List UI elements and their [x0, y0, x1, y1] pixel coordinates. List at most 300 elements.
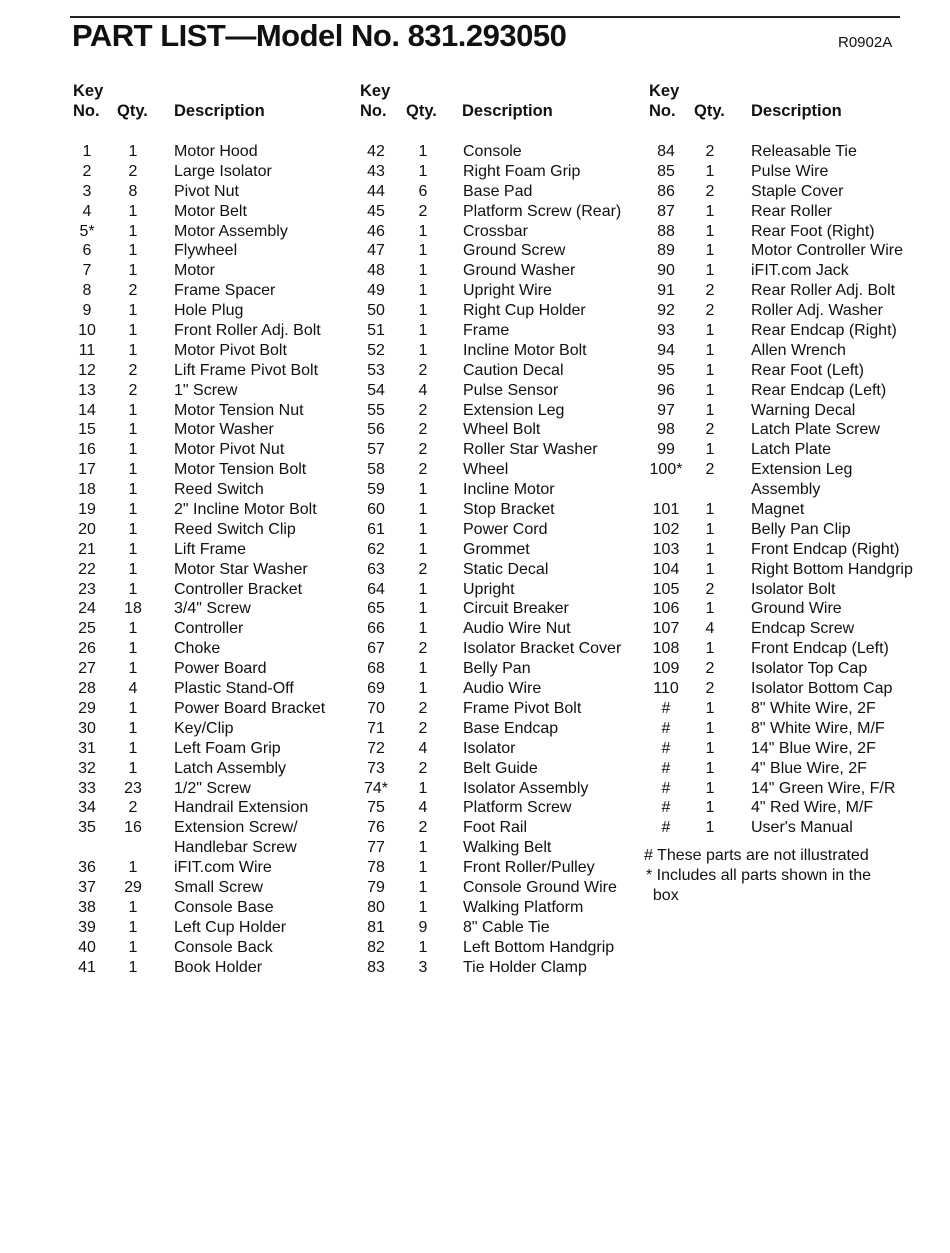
part-key: 73 — [367, 759, 385, 777]
part-key: 74* — [363, 779, 389, 797]
part-qty: 1 — [128, 302, 138, 320]
part-description: Front Endcap (Left) — [751, 640, 889, 658]
part-qty: 2 — [418, 719, 428, 737]
part-row — [644, 599, 924, 619]
part-key: 54 — [367, 381, 385, 399]
header-no: No. — [73, 102, 100, 120]
part-row — [356, 321, 640, 341]
part-qty: 1 — [705, 719, 715, 737]
part-key: 98 — [657, 421, 675, 439]
part-row — [70, 798, 355, 818]
part-description: Front Roller Adj. Bolt — [174, 322, 321, 340]
part-description: Flywheel — [174, 242, 238, 260]
part-row — [644, 381, 924, 401]
part-description: Left Cup Holder — [174, 918, 287, 936]
part-description: Front Endcap (Right) — [751, 540, 900, 558]
part-qty: 2 — [705, 302, 715, 320]
part-row — [644, 460, 924, 480]
header-qty: Qty. — [117, 102, 148, 120]
part-qty: 1 — [705, 501, 715, 519]
part-description: Frame Spacer — [174, 282, 276, 300]
footnote-not-illustrated: # These parts are not illustrated — [644, 847, 869, 865]
part-row — [356, 679, 640, 699]
part-row — [356, 480, 640, 500]
part-row — [70, 818, 355, 838]
part-description: Isolator Bracket Cover — [463, 640, 622, 658]
part-key: 100* — [649, 461, 683, 479]
part-qty: 18 — [124, 600, 142, 618]
part-qty: 2 — [418, 421, 428, 439]
part-row — [356, 639, 640, 659]
part-description: Lift Frame Pivot Bolt — [174, 361, 319, 379]
part-description: Motor — [174, 262, 215, 280]
header-key: Key — [73, 82, 104, 100]
part-row — [356, 759, 640, 779]
part-row — [70, 261, 355, 281]
part-key: 13 — [78, 381, 96, 399]
footnote-includes-parts-cont: box — [644, 887, 679, 905]
part-row — [356, 699, 640, 719]
part-row — [70, 938, 355, 958]
header-description: Description — [174, 102, 265, 120]
part-key: 106 — [652, 600, 680, 618]
part-row — [356, 281, 640, 301]
part-description: 14" Blue Wire, 2F — [751, 739, 876, 757]
part-row — [70, 520, 355, 540]
part-description: 3/4" Screw — [174, 600, 251, 618]
part-row — [644, 759, 924, 779]
part-row — [356, 440, 640, 460]
part-qty: 1 — [128, 322, 138, 340]
part-row — [70, 779, 355, 799]
part-key: 58 — [367, 461, 385, 479]
part-qty: 1 — [705, 779, 715, 797]
part-key: 99 — [657, 441, 675, 459]
part-qty: 1 — [128, 918, 138, 936]
part-key: 45 — [367, 202, 385, 220]
part-key: 61 — [367, 520, 385, 538]
part-description: Rear Foot (Left) — [751, 361, 864, 379]
part-description: Base Endcap — [463, 719, 559, 737]
part-description: Console Back — [174, 938, 273, 956]
part-qty: 2 — [418, 819, 428, 837]
part-qty: 2 — [705, 680, 715, 698]
part-description: 2" Incline Motor Bolt — [174, 501, 317, 519]
part-key: 7 — [82, 262, 92, 280]
part-row — [644, 779, 924, 799]
part-qty: 4 — [418, 799, 428, 817]
header-description: Description — [751, 102, 842, 120]
part-key: 38 — [78, 898, 96, 916]
part-qty: 2 — [418, 640, 428, 658]
part-key: 36 — [78, 859, 96, 877]
part-qty: 1 — [418, 620, 428, 638]
part-qty: 1 — [418, 302, 428, 320]
header-key: Key — [360, 82, 391, 100]
part-description: Isolator Bolt — [751, 580, 836, 598]
part-key: 95 — [657, 361, 675, 379]
part-qty: 4 — [705, 620, 715, 638]
part-description: Handlebar Screw — [174, 839, 297, 857]
part-qty: 1 — [418, 520, 428, 538]
column-header — [644, 80, 924, 142]
part-description: Tie Holder Clamp — [463, 958, 587, 976]
part-description: Incline Motor Bolt — [463, 341, 587, 359]
part-row — [70, 202, 355, 222]
part-key: # — [661, 759, 671, 777]
part-row — [70, 699, 355, 719]
part-description: Rear Endcap (Right) — [751, 322, 897, 340]
header-no: No. — [360, 102, 387, 120]
part-key: 85 — [657, 162, 675, 180]
part-key: 16 — [78, 441, 96, 459]
part-qty: 1 — [705, 381, 715, 399]
part-key: 66 — [367, 620, 385, 638]
part-row — [70, 401, 355, 421]
part-key: 32 — [78, 759, 96, 777]
part-qty: 1 — [128, 560, 138, 578]
part-qty: 1 — [128, 898, 138, 916]
part-description: 4" Blue Wire, 2F — [751, 759, 867, 777]
part-key: 62 — [367, 540, 385, 558]
part-row — [644, 182, 924, 202]
part-description: Right Foam Grip — [463, 162, 581, 180]
part-key: 80 — [367, 898, 385, 916]
part-description: Left Bottom Handgrip — [463, 938, 615, 956]
part-row — [356, 719, 640, 739]
part-key: 90 — [657, 262, 675, 280]
part-description: Upright Wire — [463, 282, 552, 300]
part-description: Roller Adj. Washer — [751, 302, 883, 320]
part-row — [70, 361, 355, 381]
part-qty: 2 — [418, 759, 428, 777]
part-description: Belly Pan Clip — [751, 520, 851, 538]
part-key: 9 — [82, 302, 92, 320]
part-description: Crossbar — [463, 222, 528, 240]
part-qty: 1 — [705, 222, 715, 240]
part-description: 4" Red Wire, M/F — [751, 799, 874, 817]
part-key: 87 — [657, 202, 675, 220]
part-key: 2 — [82, 162, 92, 180]
part-qty: 1 — [128, 719, 138, 737]
part-key: 103 — [652, 540, 680, 558]
part-row — [644, 281, 924, 301]
part-qty: 1 — [128, 222, 138, 240]
part-description: Upright — [463, 580, 515, 598]
part-row — [70, 440, 355, 460]
part-row — [70, 719, 355, 739]
header-qty: Qty. — [694, 102, 725, 120]
part-key: 107 — [652, 620, 680, 638]
part-row — [644, 699, 924, 719]
part-row — [70, 580, 355, 600]
part-description: Large Isolator — [174, 162, 272, 180]
part-row — [644, 520, 924, 540]
part-key: 51 — [367, 322, 385, 340]
part-row — [356, 958, 640, 978]
part-description: Circuit Breaker — [463, 600, 569, 618]
part-key: 82 — [367, 938, 385, 956]
part-description: User's Manual — [751, 819, 853, 837]
part-row — [356, 619, 640, 639]
part-qty: 1 — [418, 501, 428, 519]
header-no: No. — [649, 102, 676, 120]
part-row — [644, 580, 924, 600]
part-key: 53 — [367, 361, 385, 379]
part-description: Releasable Tie — [751, 143, 857, 160]
part-qty: 1 — [418, 481, 428, 499]
part-row — [70, 619, 355, 639]
part-description: Latch Assembly — [174, 759, 287, 777]
part-key: 41 — [78, 958, 96, 976]
part-description: Ground Washer — [463, 262, 576, 280]
part-key: 50 — [367, 302, 385, 320]
part-qty: 1 — [705, 202, 715, 220]
part-key: 65 — [367, 600, 385, 618]
part-row — [644, 341, 924, 361]
part-description: Reed Switch Clip — [174, 520, 296, 538]
part-row — [356, 659, 640, 679]
part-description: Extension Leg — [463, 401, 565, 419]
part-key: 102 — [652, 520, 680, 538]
part-row — [70, 460, 355, 480]
part-qty: 1 — [418, 839, 428, 857]
part-qty: 1 — [418, 779, 428, 797]
part-key: 20 — [78, 520, 96, 538]
part-qty: 6 — [418, 182, 428, 200]
part-qty: 1 — [418, 282, 428, 300]
part-key: 104 — [652, 560, 680, 578]
part-description: Rear Endcap (Left) — [751, 381, 887, 399]
part-row — [70, 739, 355, 759]
part-row — [70, 381, 355, 401]
part-description: 8" White Wire, M/F — [751, 719, 885, 737]
part-description: Warning Decal — [751, 401, 856, 419]
part-description: Rear Roller — [751, 202, 832, 220]
part-qty: 2 — [705, 282, 715, 300]
part-description: Platform Screw — [463, 799, 572, 817]
part-qty: 1 — [705, 520, 715, 538]
part-row — [356, 500, 640, 520]
part-key: # — [661, 739, 671, 757]
part-qty: 1 — [128, 421, 138, 439]
part-description: Ground Screw — [463, 242, 566, 260]
part-key: 35 — [78, 819, 96, 837]
part-key: 29 — [78, 699, 96, 717]
parts-column-3 — [644, 80, 924, 906]
part-row — [70, 182, 355, 202]
part-qty: 1 — [128, 620, 138, 638]
part-key: 14 — [78, 401, 96, 419]
part-key: 15 — [78, 421, 96, 439]
part-row — [356, 938, 640, 958]
part-description: Hole Plug — [174, 302, 244, 320]
part-description: iFIT.com Wire — [174, 859, 272, 877]
part-qty: 4 — [128, 680, 138, 698]
part-row — [644, 719, 924, 739]
part-row — [356, 162, 640, 182]
part-key: # — [661, 699, 671, 717]
part-description: Isolator Top Cap — [751, 660, 868, 678]
part-row — [356, 878, 640, 898]
part-row — [644, 261, 924, 281]
part-description: Walking Belt — [463, 839, 552, 857]
part-description: Motor Assembly — [174, 222, 288, 240]
part-row — [70, 420, 355, 440]
part-key: 89 — [657, 242, 675, 260]
part-description: Ground Wire — [751, 600, 842, 618]
part-qty: 1 — [418, 341, 428, 359]
part-qty: 1 — [128, 401, 138, 419]
part-key: 5* — [79, 222, 95, 240]
part-qty: 1 — [418, 859, 428, 877]
part-description: Static Decal — [463, 560, 549, 578]
part-row — [70, 958, 355, 978]
part-description: Key/Clip — [174, 719, 234, 737]
part-description: Audio Wire Nut — [463, 620, 571, 638]
part-row — [644, 679, 924, 699]
part-row — [356, 361, 640, 381]
part-qty: 2 — [128, 162, 138, 180]
part-row — [644, 560, 924, 580]
part-key: 108 — [652, 640, 680, 658]
part-description: Power Board Bracket — [174, 699, 326, 717]
part-row — [70, 898, 355, 918]
part-qty: 2 — [128, 381, 138, 399]
part-qty: 1 — [418, 162, 428, 180]
part-row — [70, 540, 355, 560]
part-description: Frame — [463, 322, 510, 340]
header-key: Key — [649, 82, 680, 100]
part-qty: 2 — [705, 580, 715, 598]
part-row — [356, 341, 640, 361]
part-description: Controller Bracket — [174, 580, 303, 598]
part-qty: 1 — [705, 759, 715, 777]
part-qty: 1 — [418, 322, 428, 340]
part-description: Caution Decal — [463, 361, 564, 379]
parts-rows — [644, 142, 924, 838]
part-row — [356, 599, 640, 619]
part-qty: 1 — [418, 600, 428, 618]
part-key: 93 — [657, 322, 675, 340]
part-key: 57 — [367, 441, 385, 459]
part-key: 48 — [367, 262, 385, 280]
part-qty: 1 — [128, 262, 138, 280]
part-key: 44 — [367, 182, 385, 200]
part-qty: 2 — [128, 799, 138, 817]
header-description: Description — [462, 102, 553, 120]
part-row — [70, 321, 355, 341]
part-description: Walking Platform — [463, 898, 584, 916]
part-description: Plastic Stand-Off — [174, 680, 294, 698]
part-key: 34 — [78, 799, 96, 817]
part-description: Right Cup Holder — [463, 302, 586, 320]
part-key: 49 — [367, 282, 385, 300]
part-description: Magnet — [751, 501, 805, 519]
part-qty: 1 — [128, 143, 138, 160]
part-key: 92 — [657, 302, 675, 320]
part-description: Book Holder — [174, 958, 263, 976]
part-key: 56 — [367, 421, 385, 439]
header-qty: Qty. — [406, 102, 437, 120]
part-row — [356, 241, 640, 261]
part-key: 81 — [367, 918, 385, 936]
part-qty: 1 — [128, 540, 138, 558]
part-description: Small Screw — [174, 878, 263, 896]
part-qty: 2 — [418, 560, 428, 578]
part-key: 109 — [652, 660, 680, 678]
part-row — [70, 162, 355, 182]
part-qty: 1 — [418, 143, 428, 160]
part-qty: 2 — [705, 143, 715, 160]
part-description: Rear Foot (Right) — [751, 222, 875, 240]
part-key: 72 — [367, 739, 385, 757]
part-key: 1 — [82, 143, 92, 160]
part-qty: 4 — [418, 739, 428, 757]
part-qty: 1 — [418, 262, 428, 280]
part-description: Endcap Screw — [751, 620, 855, 638]
part-row — [70, 639, 355, 659]
part-description: Rear Roller Adj. Bolt — [751, 282, 896, 300]
part-qty: 1 — [418, 660, 428, 678]
part-description: Front Roller/Pulley — [463, 859, 595, 877]
part-key: 68 — [367, 660, 385, 678]
part-qty: 1 — [705, 799, 715, 817]
part-row — [356, 858, 640, 878]
part-description: Platform Screw (Rear) — [463, 202, 622, 220]
part-key: 83 — [367, 958, 385, 976]
part-qty: 1 — [705, 600, 715, 618]
part-description: Isolator — [463, 739, 516, 757]
part-row — [70, 500, 355, 520]
part-row — [644, 301, 924, 321]
part-qty: 1 — [128, 481, 138, 499]
part-description: Extension Leg — [751, 461, 853, 479]
part-row — [356, 779, 640, 799]
part-description: Motor Belt — [174, 202, 247, 220]
part-row — [356, 520, 640, 540]
part-row — [356, 580, 640, 600]
part-key: 71 — [367, 719, 385, 737]
part-description: Motor Hood — [174, 143, 258, 160]
part-row — [644, 241, 924, 261]
part-row — [70, 560, 355, 580]
document-code: R0902A — [838, 34, 893, 51]
part-row — [356, 261, 640, 281]
part-row — [644, 142, 924, 162]
part-key: 46 — [367, 222, 385, 240]
part-key: 60 — [367, 501, 385, 519]
part-row — [644, 739, 924, 759]
part-key: 4 — [82, 202, 92, 220]
part-row — [70, 281, 355, 301]
part-qty: 2 — [418, 361, 428, 379]
part-key: 10 — [78, 322, 96, 340]
part-qty: 1 — [705, 699, 715, 717]
part-row — [356, 898, 640, 918]
part-description: Belly Pan — [463, 660, 531, 678]
part-key: 3 — [82, 182, 92, 200]
part-key: 8 — [82, 282, 92, 300]
part-description: Isolator Assembly — [463, 779, 589, 797]
part-qty: 29 — [124, 878, 142, 896]
part-description: Latch Plate Screw — [751, 421, 880, 439]
part-qty: 1 — [705, 819, 715, 837]
part-description: Staple Cover — [751, 182, 844, 200]
part-row — [644, 222, 924, 242]
part-qty: 1 — [705, 540, 715, 558]
part-description: Belt Guide — [463, 759, 538, 777]
